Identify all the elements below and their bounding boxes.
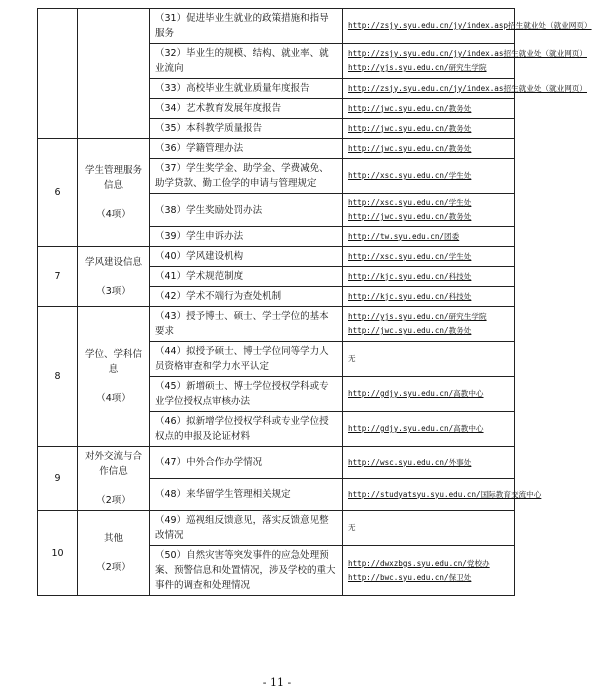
category-number: 6 [38,139,78,247]
category-count: （2项） [96,495,131,506]
source-none: 无 [348,354,356,363]
item-label: （44）拟授予硕士、博士学位同等学力人员资格审查和学力水平认定 [150,342,343,377]
table-row [38,247,515,267]
table-body [38,9,592,596]
category-title: 对外交流与合作信息 [84,451,142,477]
category-cell [78,447,150,511]
category-cell [78,139,150,247]
category-title: 学风建设信息 [84,256,142,268]
item-label: （47）中外合作办学情况 [150,447,343,479]
item-source-cell [343,267,515,287]
category-number: 7 [38,247,78,307]
table-row [38,511,515,546]
category-count: （4项） [96,393,131,404]
item-source-cell [343,44,587,79]
page-number: - 11 - [262,676,292,689]
item-source-cell [343,194,515,227]
table-row [38,9,515,44]
category-number: 8 [38,307,78,447]
source-link[interactable]: http://xsc.syu.edu.cn/学生处 [348,171,472,180]
category-number: 10 [38,511,78,596]
category-count: （4项） [96,209,131,220]
item-source-cell [343,479,542,511]
item-source-cell [343,377,515,412]
item-label: （36）学籍管理办法 [150,139,343,159]
table-row [38,307,515,342]
category-count: （3项） [96,285,131,297]
source-link[interactable]: http://zsjy.syu.edu.cn/jy/index.as招生就业处（就业网页） [348,49,587,58]
source-link[interactable]: http://jwc.syu.edu.cn/教务处 [348,212,472,221]
category-title: 其他 [103,533,123,544]
item-label: （41）学术规范制度 [150,267,343,287]
source-link[interactable]: http://jwc.syu.edu.cn/教务处 [348,326,472,335]
item-source-cell [343,287,515,307]
item-source-cell [343,511,515,546]
category-cell [78,247,150,307]
source-none: 无 [348,523,356,532]
item-label: （37）学生奖学金、助学金、学费减免、助学贷款、勤工俭学的申请与管理规定 [150,159,343,194]
item-source-cell [343,9,592,44]
source-link[interactable]: http://yjs.syu.edu.cn/研究生学院 [348,312,487,321]
source-link[interactable]: http://wsc.syu.edu.cn/外事处 [348,457,472,467]
source-link[interactable]: http://jwc.syu.edu.cn/教务处 [348,143,472,153]
item-source-cell [343,119,515,139]
item-label: （38）学生奖励处罚办法 [150,194,343,227]
source-link[interactable]: http://dwxzbgs.syu.edu.cn/党校办 [348,558,490,568]
source-link[interactable]: http://gdjy.syu.edu.cn/高教中心 [348,424,484,433]
item-source-cell [343,342,515,377]
category-count: （2项） [96,562,131,573]
item-label: （43）授予博士、硕士、学士学位的基本要求 [150,307,343,342]
item-label: （34）艺术教育发展年度报告 [150,99,343,119]
source-link[interactable]: http://kjc.syu.edu.cn/科技处 [348,271,472,281]
source-link[interactable]: http://jwc.syu.edu.cn/教务处 [348,123,472,133]
item-label: （33）高校毕业生就业质量年度报告 [150,79,343,99]
category-cell [78,307,150,447]
item-label: （48）来华留学生管理相关规定 [150,479,343,511]
category-number: 9 [38,447,78,511]
item-source-cell [343,227,515,247]
source-link[interactable]: http://bwc.syu.edu.cn/保卫处 [348,572,472,582]
source-link[interactable]: http://zsjy.syu.edu.cn/jy/index.asp招生就业处（就业网页） [348,21,592,30]
item-label: （32）毕业生的规模、结构、就业率、就业流向 [150,44,343,79]
item-source-cell [343,159,515,194]
disclosure-table [37,8,592,596]
source-link[interactable]: http://jwc.syu.edu.cn/教务处 [348,103,472,113]
item-label: （40）学风建设机构 [150,247,343,267]
item-source-cell [343,139,515,159]
category-number [38,9,78,139]
item-source-cell [343,412,515,447]
source-link[interactable]: http://xsc.syu.edu.cn/学生处 [348,251,472,261]
source-link[interactable]: http://xsc.syu.edu.cn/学生处 [348,198,472,207]
table-row [38,139,515,159]
source-link[interactable]: http://studyatsyu.syu.edu.cn/国际教育交流中心 [348,489,542,499]
category-cell [78,511,150,596]
item-source-cell [343,99,515,119]
source-link[interactable]: http://tw.syu.edu.cn/团委 [348,231,460,241]
item-source-cell [343,79,587,99]
source-link[interactable]: http://zsjy.syu.edu.cn/jy/index.as招生就业处（就业网页） [348,83,587,93]
item-label: （45）新增硕士、博士学位授权学科或专业学位授权点审核办法 [150,377,343,412]
item-label: （39）学生申诉办法 [150,227,343,247]
item-label: （50）自然灾害等突发事件的应急处理预案、预警信息和处置情况，涉及学校的重大事件的调查和处理情况 [150,546,343,596]
category-cell [78,9,150,139]
item-source-cell [343,307,515,342]
item-source-cell [343,546,515,596]
category-title: 学生管理服务信息 [84,165,142,191]
item-label: （35）本科教学质量报告 [150,119,343,139]
item-label: （31）促进毕业生就业的政策措施和指导服务 [150,9,343,44]
item-label: （42）学术不端行为查处机制 [150,287,343,307]
item-source-cell [343,247,515,267]
item-label: （46）拟新增学位授权学科或专业学位授权点的申报及论证材料 [150,412,343,447]
source-link[interactable]: http://yjs.syu.edu.cn/研究生学院 [348,63,487,72]
category-title: 学位、学科信息 [84,349,142,375]
source-link[interactable]: http://kjc.syu.edu.cn/科技处 [348,291,472,301]
item-label: （49）巡视组反馈意见，落实反馈意见整改情况 [150,511,343,546]
item-source-cell [343,447,515,479]
table-row [38,447,515,479]
source-link[interactable]: http://gdjy.syu.edu.cn/高教中心 [348,389,484,398]
